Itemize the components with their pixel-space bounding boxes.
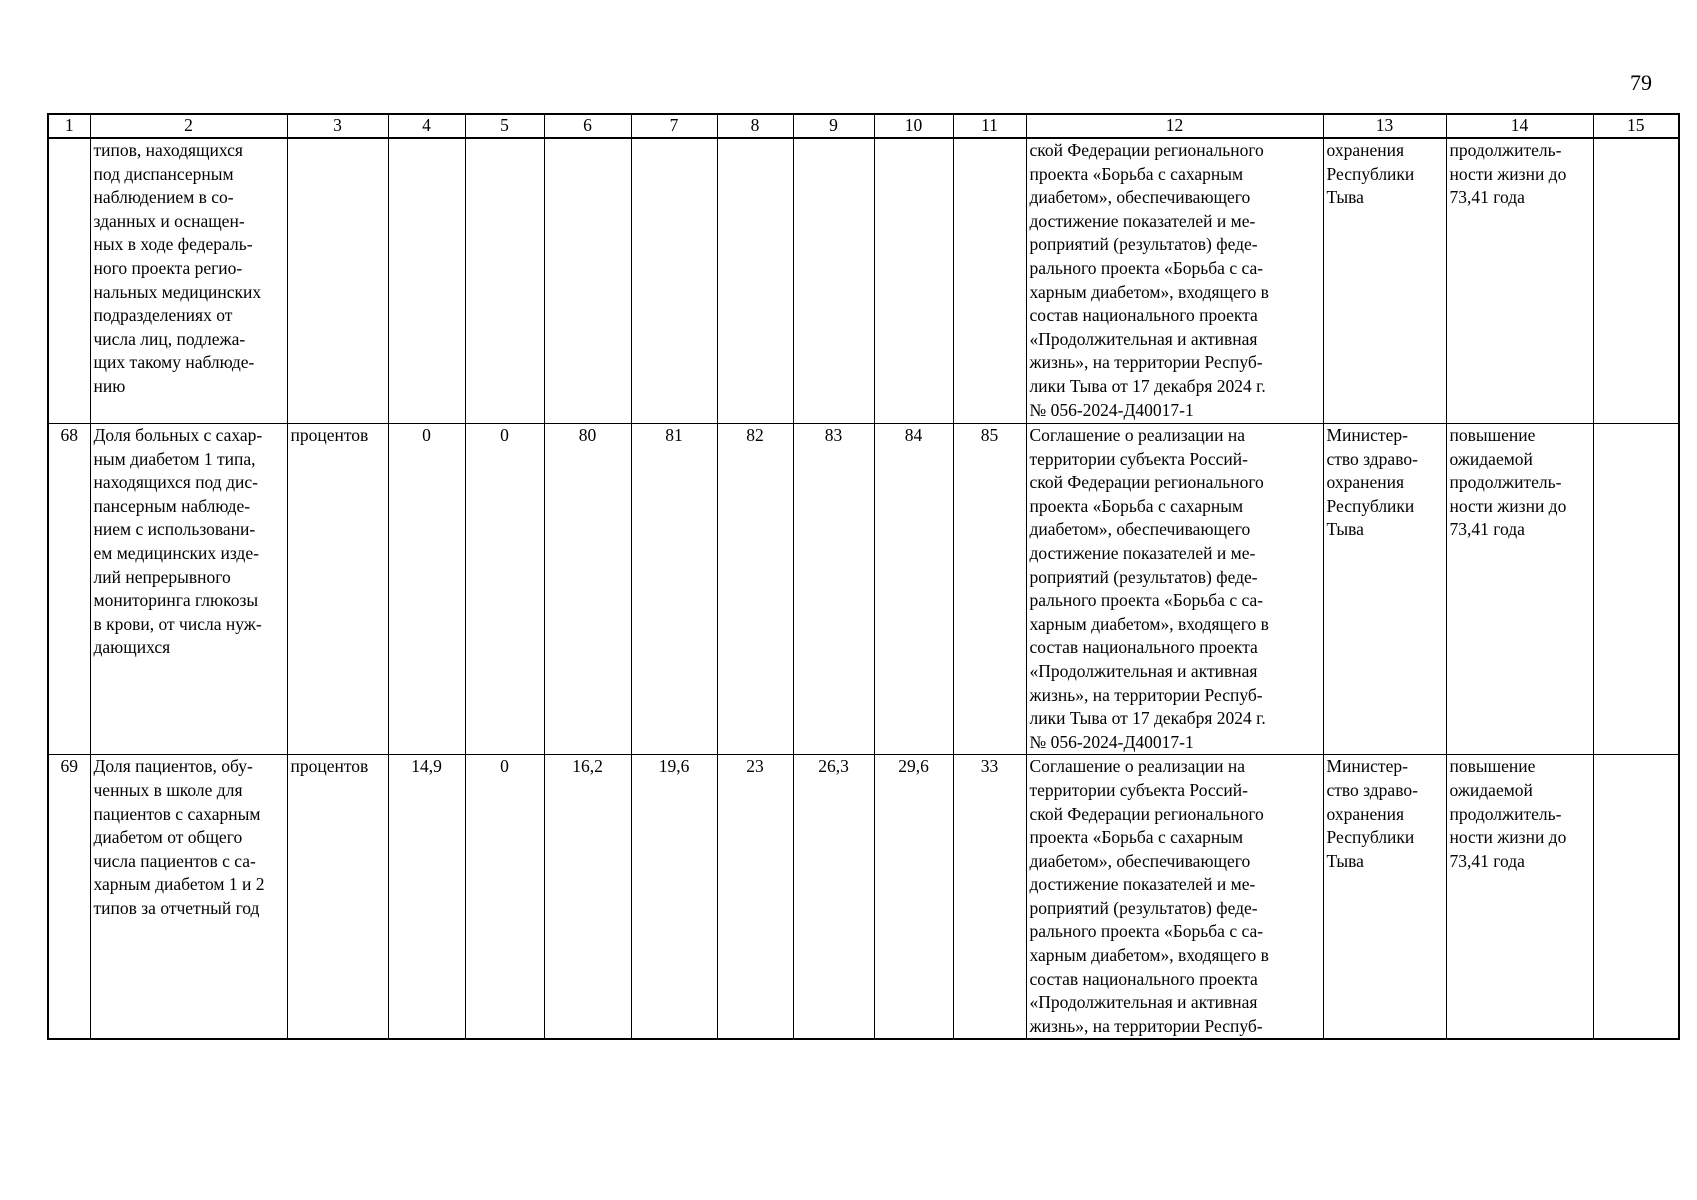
value-cell-6: 16,2	[544, 755, 631, 1040]
value-cell-4: 14,9	[388, 755, 465, 1040]
col-header: 7	[631, 114, 717, 138]
table-row	[48, 424, 1679, 755]
col-header: 5	[465, 114, 544, 138]
col-header: 10	[874, 114, 953, 138]
value-cell-11	[953, 138, 1026, 424]
col-header: 2	[90, 114, 287, 138]
document-cell: ской Федерации регионального проекта «Борьба с сахарным диабетом», обеспечивающего достижение показателей и ме- роприятий (результатов) феде- рального проекта «Борьба с са- харным диабетом», входящего в состав национального проекта «Продолжительная и активная жизнь», на территории Респуб- лики Тыва от 17 декабря 2024 г. № 056-2024-Д40017-1	[1026, 138, 1323, 424]
responsible-cell: Министер- ство здраво- охранения Республики Тыва	[1323, 424, 1446, 755]
document-cell: Соглашение о реализации на территории субъекта Россий- ской Федерации регионального проекта «Борьба с сахарным диабетом», обеспечивающего достижение показателей и ме- роприятий (результатов) феде- рального проекта «Борьба с са- харным диабетом», входящего в состав национального проекта «Продолжительная и активная жизнь», на территории Респуб-	[1026, 755, 1323, 1040]
unit-cell	[287, 138, 388, 424]
value-cell-7: 81	[631, 424, 717, 755]
page-number: 79	[1630, 70, 1652, 95]
unit-cell: процентов	[287, 755, 388, 1040]
value-cell-8: 82	[717, 424, 793, 755]
responsible-cell: охранения Республики Тыва	[1323, 138, 1446, 424]
value-cell-4: 0	[388, 424, 465, 755]
value-cell-6: 80	[544, 424, 631, 755]
value-cell-7: 19,6	[631, 755, 717, 1040]
value-cell-10: 29,6	[874, 755, 953, 1040]
col-header: 12	[1026, 114, 1323, 138]
indicator-cell: Доля пациентов, обу- ченных в школе для пациентов с сахарным диабетом от общего числа пациентов с са- харным диабетом 1 и 2 типов за отчетный год	[90, 755, 287, 1040]
col-header: 4	[388, 114, 465, 138]
col-header: 14	[1446, 114, 1593, 138]
table-row	[48, 138, 1679, 424]
col-header: 3	[287, 114, 388, 138]
value-cell-6	[544, 138, 631, 424]
row-number-cell: 68	[48, 424, 90, 755]
value-cell-10: 84	[874, 424, 953, 755]
value-cell-4	[388, 138, 465, 424]
value-cell-9: 26,3	[793, 755, 874, 1040]
row-number-cell	[48, 138, 90, 424]
unit-cell: процентов	[287, 424, 388, 755]
col-header: 11	[953, 114, 1026, 138]
result-cell: продолжитель- ности жизни до 73,41 года	[1446, 138, 1593, 424]
result-cell: повышение ожидаемой продолжитель- ности жизни до 73,41 года	[1446, 424, 1593, 755]
column-number-header-row	[48, 114, 1679, 138]
value-cell-11: 85	[953, 424, 1026, 755]
value-cell-5: 0	[465, 424, 544, 755]
responsible-cell: Министер- ство здраво- охранения Республики Тыва	[1323, 755, 1446, 1040]
table-row	[48, 755, 1679, 1040]
value-cell-11: 33	[953, 755, 1026, 1040]
col-header: 6	[544, 114, 631, 138]
column-15-cell	[1593, 424, 1679, 755]
col-header: 13	[1323, 114, 1446, 138]
value-cell-9: 83	[793, 424, 874, 755]
col-header: 8	[717, 114, 793, 138]
indicators-table	[47, 113, 1680, 1040]
col-header: 1	[48, 114, 90, 138]
value-cell-5	[465, 138, 544, 424]
value-cell-10	[874, 138, 953, 424]
value-cell-8	[717, 138, 793, 424]
value-cell-7	[631, 138, 717, 424]
col-header: 9	[793, 114, 874, 138]
value-cell-9	[793, 138, 874, 424]
indicator-cell: Доля больных с сахар- ным диабетом 1 типа, находящихся под дис- пансерным наблюде- нием с использовани- ем медицинских изде- лий непрерывного мониторинга глюкозы в крови, от числа нуж- дающихся	[90, 424, 287, 755]
column-15-cell	[1593, 138, 1679, 424]
value-cell-5: 0	[465, 755, 544, 1040]
result-cell: повышение ожидаемой продолжитель- ности жизни до 73,41 года	[1446, 755, 1593, 1040]
indicator-cell: типов, находящихся под диспансерным наблюдением в со- зданных и оснащен- ных в ходе федераль- ного проекта регио- нальных медицинских подразделениях от числа лиц, подлежа- щих такому наблюде- нию	[90, 138, 287, 424]
column-15-cell	[1593, 755, 1679, 1040]
value-cell-8: 23	[717, 755, 793, 1040]
document-cell: Соглашение о реализации на территории субъекта Россий- ской Федерации регионального проекта «Борьба с сахарным диабетом», обеспечивающего достижение показателей и ме- роприятий (результатов) феде- рального проекта «Борьба с са- харным диабетом», входящего в состав национального проекта «Продолжительная и активная жизнь», на территории Респуб- лики Тыва от 17 декабря 2024 г. № 056-2024-Д40017-1	[1026, 424, 1323, 755]
col-header: 15	[1593, 114, 1679, 138]
row-number-cell: 69	[48, 755, 90, 1040]
